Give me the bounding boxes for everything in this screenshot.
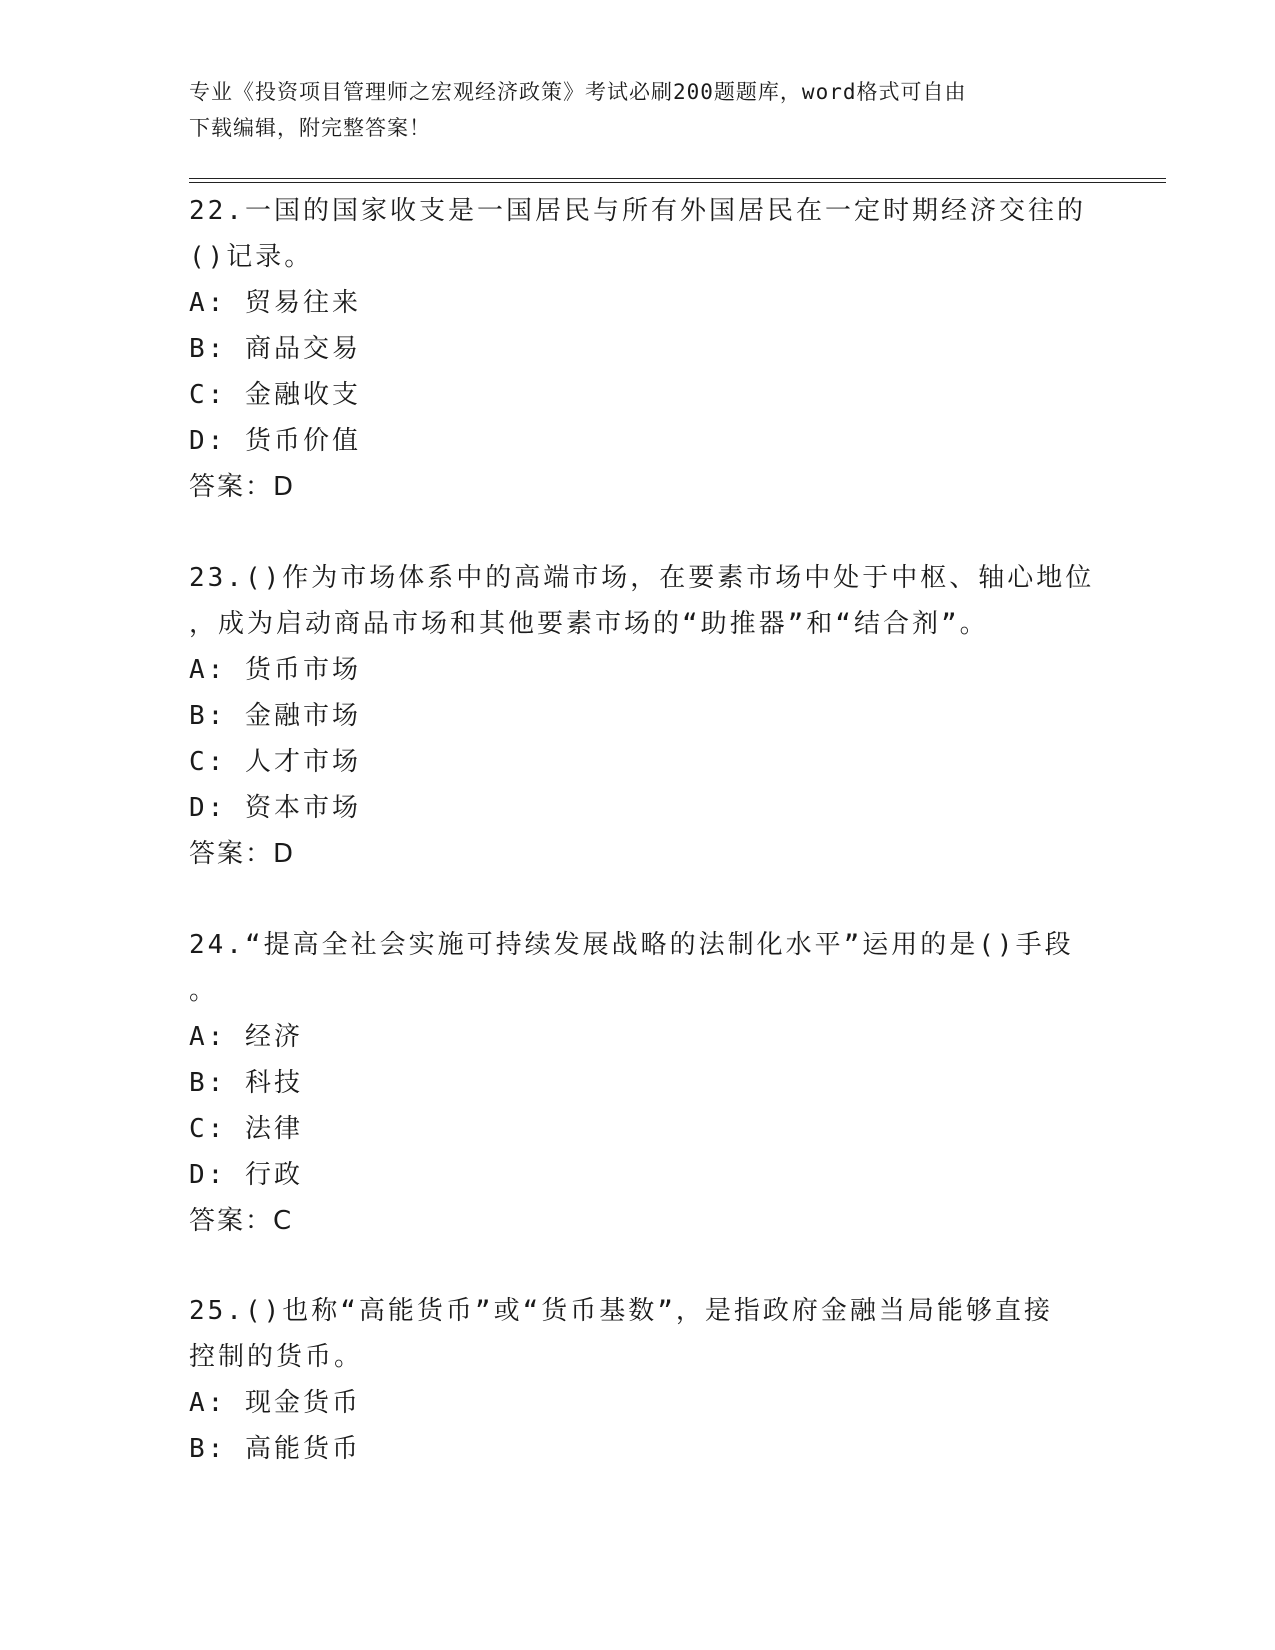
question-23-option-a: A: 货币市场	[189, 655, 361, 685]
question-25-line-2: 控制的货币。	[189, 1342, 364, 1372]
question-25-option-b: B: 高能货币	[189, 1434, 361, 1464]
question-24-answer: 答案：C	[189, 1206, 294, 1236]
question-22-line-1: 22.一国的国家收支是一国居民与所有外国居民在一定时期经济交往的	[189, 196, 1086, 226]
question-22-line-2: ()记录。	[189, 242, 314, 272]
question-24-line-2: 。	[189, 976, 219, 1006]
question-23-option-b: B: 金融市场	[189, 701, 361, 731]
document-header	[189, 74, 1089, 146]
question-23-line-1: 23.()作为市场体系中的高端市场，在要素市场中处于中枢、轴心地位	[189, 563, 1095, 593]
question-23-option-c: C: 人才市场	[189, 747, 361, 777]
question-24-option-a: A: 经济	[189, 1022, 303, 1052]
header-line-1: 专业《投资项目管理师之宏观经济政策》考试必刷200题题库，word格式可自由	[189, 80, 967, 104]
question-24-option-c: C: 法律	[189, 1114, 303, 1144]
question-23-answer: 答案：D	[189, 839, 296, 869]
question-22-option-c: C: 金融收支	[189, 380, 361, 410]
question-24-line-1: 24.“提高全社会实施可持续发展战略的法制化水平”运用的是()手段	[189, 930, 1074, 960]
question-25-line-1: 25.()也称“高能货币”或“货币基数”，是指政府金融当局能够直接	[189, 1296, 1053, 1326]
question-23-line-2: ，成为启动商品市场和其他要素市场的“助推器”和“结合剂”。	[189, 609, 989, 639]
header-rule-top	[189, 178, 1166, 179]
question-22-option-d: D: 货币价值	[189, 426, 361, 456]
question-23-option-d: D: 资本市场	[189, 793, 361, 823]
header-line-2: 下载编辑，附完整答案！	[189, 116, 431, 140]
question-22-option-b: B: 商品交易	[189, 334, 361, 364]
question-25-option-a: A: 现金货币	[189, 1388, 361, 1418]
question-24-option-b: B: 科技	[189, 1068, 303, 1098]
header-rule-bottom	[189, 182, 1166, 183]
question-24-option-d: D: 行政	[189, 1160, 303, 1190]
question-22-answer: 答案：D	[189, 472, 296, 502]
question-22-option-a: A: 贸易往来	[189, 288, 361, 318]
